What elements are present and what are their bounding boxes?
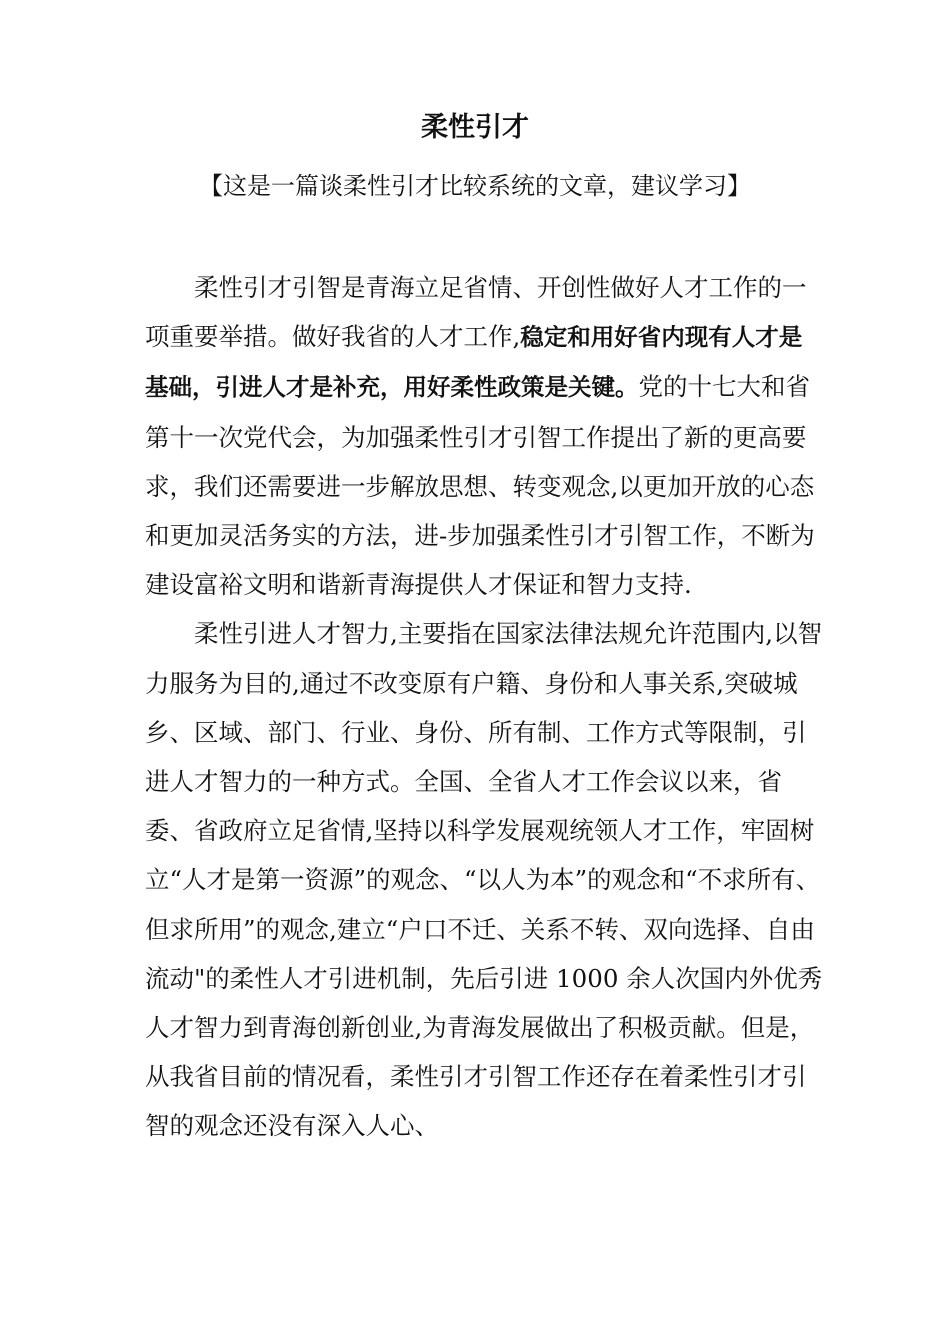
paragraph-2: 柔性引进人才智力,主要指在国家法律法规允许范围内,以智力服务为目的,通过不改变原有户籍、身份和人事关系,突破城乡、区域、部门、行业、身份、所有制、工作方式等限制，引进人才智力的一种方式。全国、全省人才工作会议以来，省委、省政府立足省情,坚持以科学发展观统领人才工作，牢固树立“人才是第一资源”的观念、“以人为本”的观念和“不求所有、但求所用”的观念,建立“户口不迁、关系不转、双向选择、自由流动"的柔性人才引进机制，先后引进 1000 余人次国内外优秀人才智力到青海创新创业,为青海发展做出了积极贡献。但是，从我省目前的情况看，柔性引才引智工作还存在着柔性引才引智的观念还没有深入人心、 xyxy=(145,619,823,1141)
paragraph-1-emphasis: 稳定和用好省内现有人才是基础，引进人才是补充，用好柔性政策是关键。 xyxy=(145,323,803,402)
document-body xyxy=(145,263,825,1151)
paragraph-1-text-start: 柔性引才引智是青海立足省情、开创性做好人才工作的一项重要举措。做好我省的人才工作, xyxy=(145,273,807,352)
document-title: 柔性引才 xyxy=(421,112,529,143)
paragraph-1-text-end: 党的十七大和省第十一次党代会，为加强柔性引才引智工作提出了新的更高要求，我们还需要进一步解放思想、转变观念,以更加开放的心态和更加灵活务实的方法，进-步加强柔性引才引智工作，不断为建设富裕文明和谐新青海提供人才保证和智力支持. xyxy=(145,372,815,600)
paragraph-1 xyxy=(145,263,825,609)
document-subtitle: 【这是一篇谈柔性引才比较系统的文章，建议学习】 xyxy=(199,172,751,200)
